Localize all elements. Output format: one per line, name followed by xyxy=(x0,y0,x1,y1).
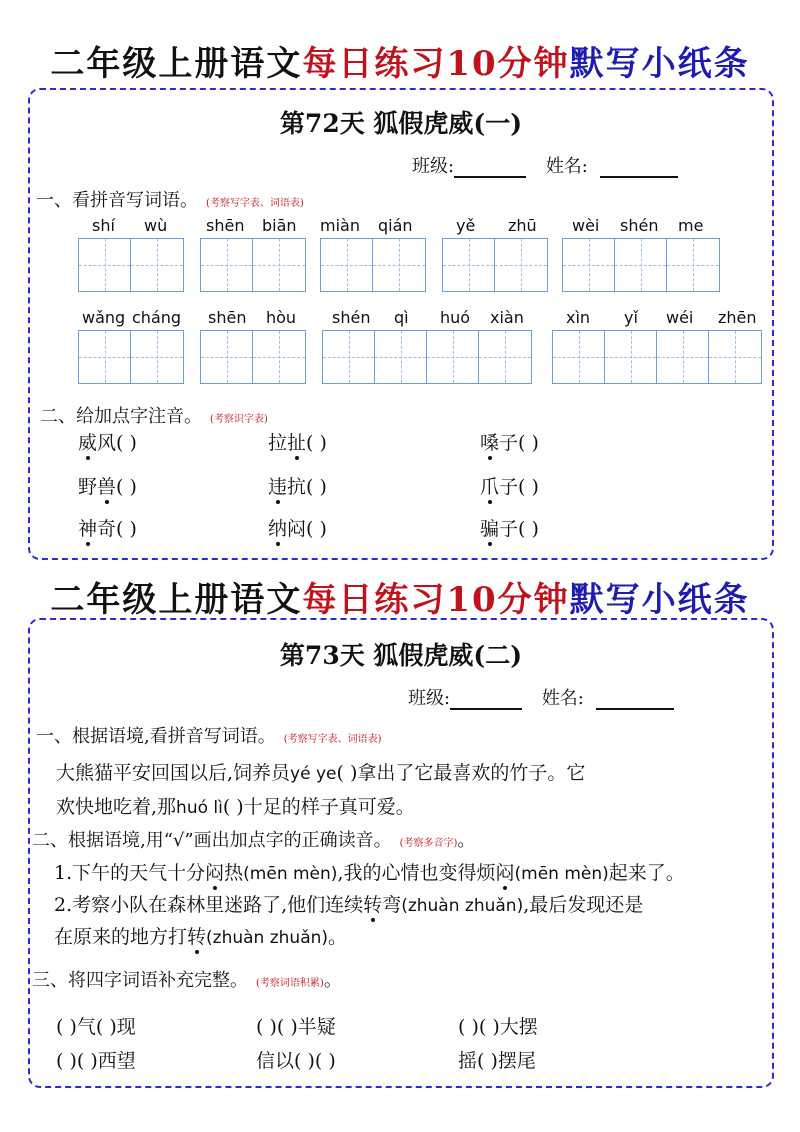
context-sentence[interactable]: 大熊猫平安回国以后,饲养员yé ye( )拿出了它最喜欢的竹子。它 xyxy=(56,762,586,784)
annotate-item[interactable]: 拉扯( ) xyxy=(268,432,327,454)
day72-sec2-heading: 二、给加点字注音。 (考察识字表) xyxy=(40,406,268,427)
idiom-blank[interactable]: ( )( )大摆 xyxy=(458,1016,538,1038)
annotate-item[interactable]: 野兽( ) xyxy=(78,476,137,498)
annotate-item[interactable]: 违抗( ) xyxy=(268,476,327,498)
day73-sec3-heading: 三、将四字词语补充完整。 (考察词语积累)。 xyxy=(32,970,342,991)
class-blank[interactable] xyxy=(454,156,526,178)
day72-title: 第72天 狐假虎威(一) xyxy=(279,109,523,138)
idiom-blank[interactable]: ( )( )西望 xyxy=(56,1050,136,1072)
annotate-item[interactable]: 骗子( ) xyxy=(480,518,539,540)
annotate-item[interactable]: 神奇( ) xyxy=(78,518,137,540)
annotate-item[interactable]: 嗓子( ) xyxy=(480,432,539,454)
polyphone-sentence[interactable]: 在原来的地方打转(zhuàn zhuǎn)。 xyxy=(54,926,348,948)
writing-grid[interactable] xyxy=(200,330,306,384)
writing-grid[interactable] xyxy=(322,330,532,384)
writing-grid[interactable] xyxy=(320,238,426,292)
idiom-blank[interactable]: ( )( )半疑 xyxy=(256,1016,336,1038)
annotate-item[interactable]: 纳闷( ) xyxy=(268,518,327,540)
day72-sec1-heading: 一、看拼音写词语。 (考察写字表、词语表) xyxy=(36,190,304,211)
idiom-blank[interactable]: 摇( )摆尾 xyxy=(458,1050,536,1072)
polyphone-sentence[interactable]: 1.下午的天气十分闷热(mēn mèn),我的心情也变得烦闷(mēn mèn)起来了。 xyxy=(54,862,685,884)
writing-grid[interactable] xyxy=(200,238,306,292)
day73-title: 第73天 狐假虎威(二) xyxy=(279,641,523,670)
day73-sec1-heading: 一、根据语境,看拼音写词语。 (考察写字表、词语表) xyxy=(36,726,382,747)
context-sentence[interactable]: 欢快地吃着,那huó lì( )十足的样子真可爱。 xyxy=(56,796,415,818)
day73-sec2-heading: 二、根据语境,用“√”画出加点字的正确读音。 (考察多音字)。 xyxy=(32,830,476,851)
class-blank[interactable] xyxy=(450,688,522,710)
polyphone-sentence[interactable]: 2.考察小队在森林里迷路了,他们连续转弯(zhuàn zhuǎn),最后发现还是 xyxy=(54,894,644,916)
annotate-item[interactable]: 威风( ) xyxy=(78,432,137,454)
writing-grid[interactable] xyxy=(78,330,184,384)
writing-grid[interactable] xyxy=(562,238,720,292)
day72-card: 第72天 狐假虎威(一) 班级: 姓名: 一、看拼音写词语。 (考察写字表、词语表) shí wù shēn biān miàn qián yě zhū wèi shén me wǎng cháng shēn hòu shén qì huó xiàn xìn yǐ wéi zhēn 二、给加点字注音。 (考察识字表) 威风( ) 拉扯( ) 嗓子( ) 野兽( ) 违抗( ) 爪子( ) 神奇( ) 纳闷( ) 骗子( ) xyxy=(28,88,774,560)
writing-grid[interactable] xyxy=(442,238,548,292)
day73-card xyxy=(28,618,774,1088)
day73-class-name-row: 班级: 姓名: xyxy=(408,684,674,710)
annotate-item[interactable]: 爪子( ) xyxy=(480,476,539,498)
worksheet-banner: 二年级上册语文每日练习10分钟默写小纸条 xyxy=(50,580,750,620)
writing-grid[interactable] xyxy=(552,330,762,384)
day72-class-name-row: 班级: 姓名: xyxy=(412,152,678,178)
name-blank[interactable] xyxy=(600,156,678,178)
name-blank[interactable] xyxy=(596,688,674,710)
idiom-blank[interactable]: 信以( )( ) xyxy=(256,1050,336,1072)
writing-grid[interactable] xyxy=(78,238,184,292)
idiom-blank[interactable]: ( )气( )现 xyxy=(56,1016,136,1038)
worksheet-banner: 二年级上册语文每日练习10分钟默写小纸条 xyxy=(50,44,750,84)
